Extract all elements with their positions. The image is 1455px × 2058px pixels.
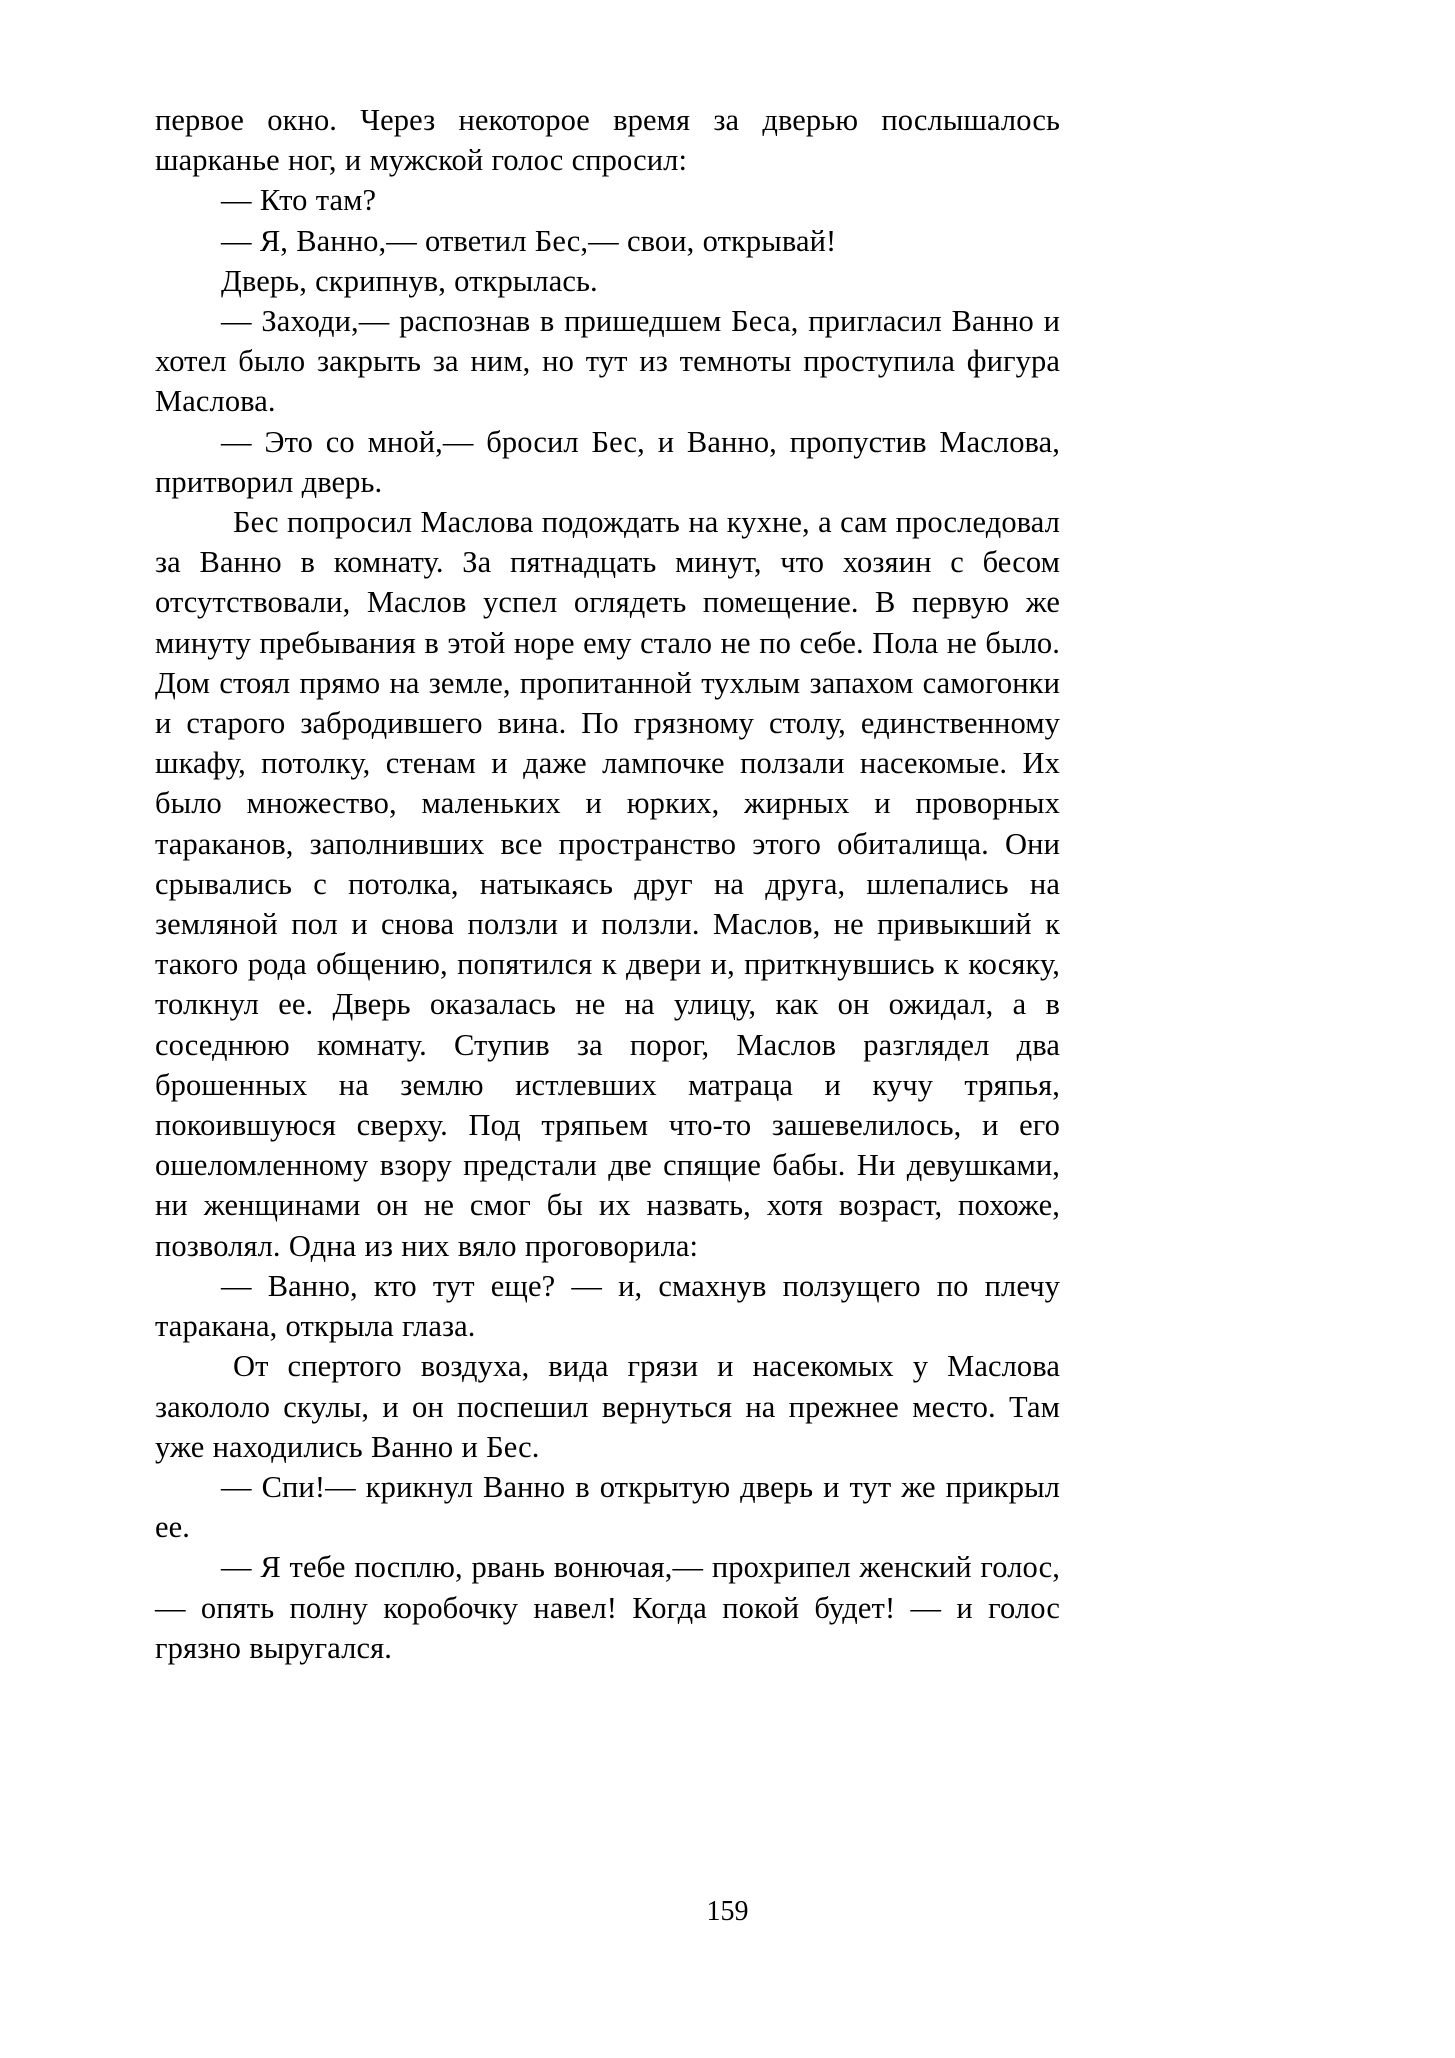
paragraph-2: — Кто там? <box>221 183 377 218</box>
paragraph-7: Бес попросил Маслова подождать на кухне, а сам проследовал за Ванно в комнату. За пятнадцать минут, что хозяин с бесом отсутствовали, Маслов успел оглядеть помещение. В первую же минуту пребывания в этой норе ему стало не по себе. Пола не было. Дом стоял прямо на земле, пропитанной тухлым запахом самогонки и старого забродившего вина. По грязному столу, единственному шкафу, потолку, стенам и даже лампочке ползали насекомые. Их было множество, маленьких и юрких, жирных и проворных тараканов, заполнивших все пространство этого обиталища. Они срывались с потолка, натыкаясь друг на друга, шлепались на земляной пол и снова ползли и ползли. Маслов, не привыкший к такого рода общению, попятился к двери и, приткнувшись к косяку, толкнул ее. Дверь оказалась не на улицу, как он ожидал, а в соседнюю комнату. Ступив за порог, Маслов разглядел два брошенных на землю истлевших матраца и кучу тряпья, покоившуюся сверху. Под тряпьем что-то зашевелилось, и его ошеломленному взору предстали две спящие бабы. Ни девушками, ни женщинами он не смог бы их назвать, хотя возраст, похоже, позволял. Одна из них вяло проговорила: <box>155 505 1060 1263</box>
paragraph-11: — Я тебе посплю, рвань вонючая,— прохрипел женский голос, — опять полну коробочку навел! Когда покой будет! — и голос грязно выругался. <box>155 1550 1060 1665</box>
paragraph-1: первое окно. Через некоторое время за дверью послышалось шарканье ног, и мужской голос спросил: <box>155 103 1060 178</box>
paragraph-10: — Спи!— крикнул Ванно в открытую дверь и тут же прикрыл ее. <box>155 1469 1060 1545</box>
paragraph-3: — Я, Ванно,— ответил Бес,— свои, открывай! <box>221 223 837 258</box>
page-number: 159 <box>706 1896 749 1927</box>
paragraph-5: — Заходи,— распознав в пришедшем Беса, пригласил Ванно и хотел было закрыть за ним, но тут из темноты проступила фигура Маслова. <box>155 304 1060 419</box>
paragraph-9: От спертого воздуха, вида грязи и насекомых у Маслова закололо скулы, и он поспешил вернуться на прежнее место. Там уже находились Ванно и Бес. <box>155 1349 1060 1464</box>
paragraph-8: — Ванно, кто тут еще? — и, смахнув ползущего по плечу таракана, открыла глаза. <box>155 1268 1060 1344</box>
page-text-column <box>155 100 1060 1668</box>
paragraph-4: Дверь, скрипнув, открылась. <box>221 263 598 298</box>
paragraph-6: — Это со мной,— бросил Бес, и Ванно, пропустив Маслова, притворил дверь. <box>155 424 1060 499</box>
